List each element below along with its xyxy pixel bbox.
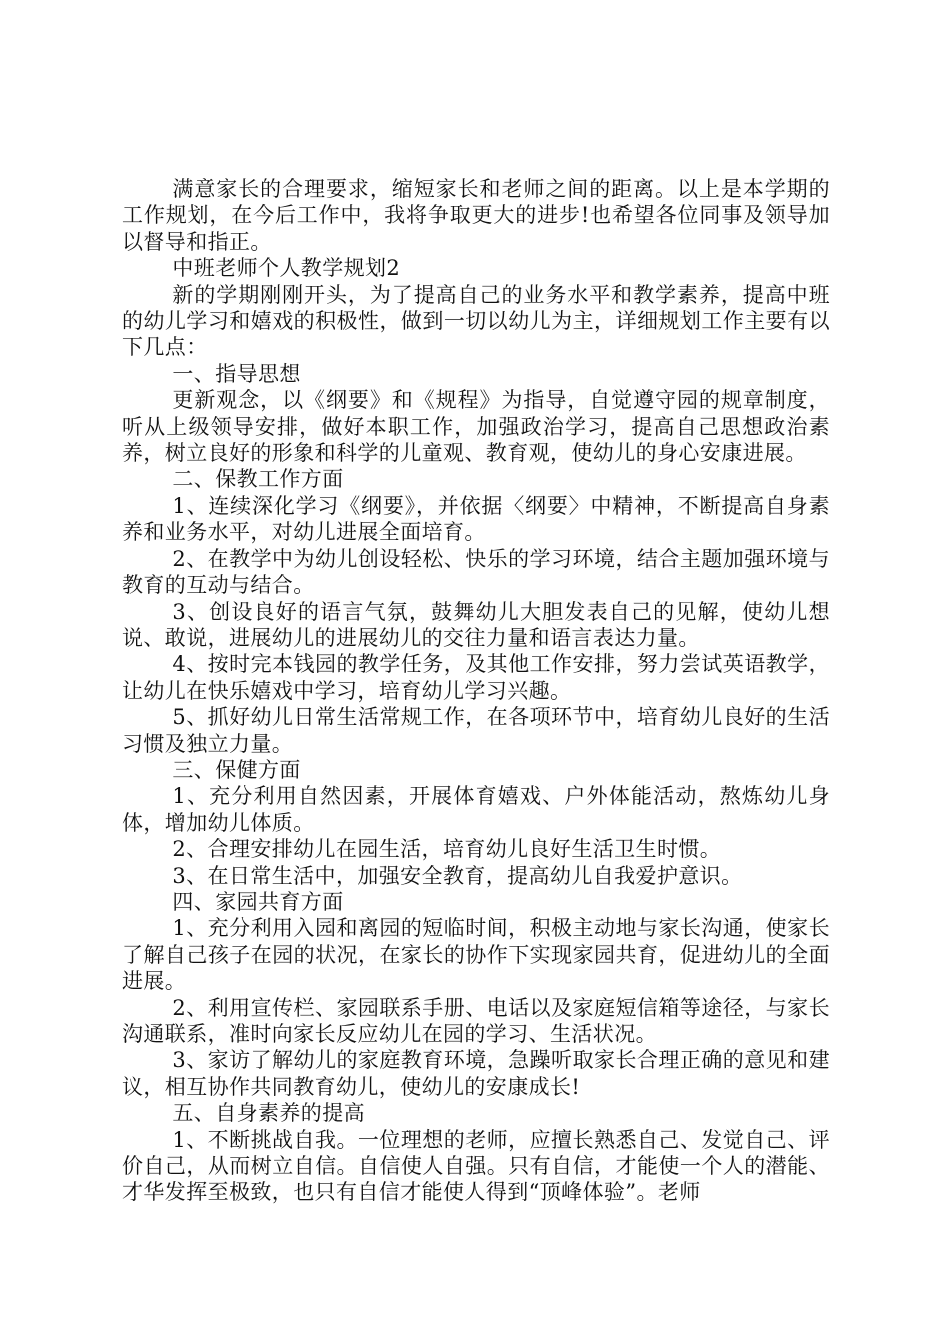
document-body [122,176,830,1206]
list-item: 5、抓好幼儿日常生活常规工作，在各项环节中，培育幼儿良好的生活习惯及独立力量。 [122,705,830,756]
list-item: 3、家访了解幼儿的家庭教育环境，急躁听取家长合理正确的意见和建议，相互协作共同教育幼儿，使幼儿的安康成长! [122,1048,830,1099]
list-item: 1、连续深化学习《纲要》，并依据〈纲要〉中精神，不断提高自身素养和业务水平，对幼儿进展全面培育。 [122,493,830,545]
paragraph-closing: 满意家长的合理要求，缩短家长和老师之间的距离。以上是本学期的工作规划，在今后工作中，我将争取更大的进步!也希望各位同事及领导加以督导和指正。 [122,177,830,254]
section-heading: 四、家园共育方面 [172,889,344,914]
list-item: 3、在日常生活中，加强安全教育，提高幼儿自我爱护意识。 [172,863,743,888]
list-item: 1、不断挑战自我。一位理想的老师，应擅长熟悉自己、发觉自己、评价自己，从而树立自信。自信使人自强。只有自信，才能使一个人的潜能、才华发挥至极致，也只有自信才能使人得到“顶峰体验”。老师 [122,1127,830,1205]
list-item: 4、按时完本钱园的教学任务，及其他工作安排，努力尝试英语教学，让幼儿在快乐嬉戏中学习，培育幼儿学习兴趣。 [122,652,830,703]
paragraph: 更新观念，以《纲要》和《规程》为指导，自觉遵守园的规章制度，听从上级领导安排，做好本职工作，加强政治学习，提高自己思想政治素养，树立良好的形象和科学的儿童观、教育观，使幼儿的身心安康进展。 [122,388,830,466]
section-heading: 五、自身素养的提高 [172,1101,365,1126]
document-title: 中班老师个人教学规划2 [172,256,401,281]
section-heading: 三、保健方面 [172,757,301,782]
list-item: 2、利用宣传栏、家园联系手册、电话以及家庭短信箱等途径，与家长沟通联系，准时向家长反应幼儿在园的学习、生活状况。 [122,995,830,1046]
list-item: 3、创设良好的语言气氛，鼓舞幼儿大胆发表自己的见解，使幼儿想说、敢说，进展幼儿的进展幼儿的交往力量和语言表达力量。 [122,599,830,650]
section-heading: 二、保教工作方面 [172,467,344,492]
paragraph-intro: 新的学期刚刚开头，为了提高自己的业务水平和教学素养，提高中班的幼儿学习和嬉戏的积极性，做到一切以幼儿为主，详细规划工作主要有以下几点： [122,282,830,360]
list-item: 2、在教学中为幼儿创设轻松、快乐的学习环境，结合主题加强环境与教育的互动与结合。 [122,546,830,598]
list-item: 2、合理安排幼儿在园生活，培育幼儿良好生活卫生时惯。 [172,837,722,862]
list-item: 1、充分利用自然因素，开展体育嬉戏、户外体能活动，熬炼幼儿身体，增加幼儿体质。 [122,784,830,835]
list-item: 1、充分利用入园和离园的短临时间，积极主动地与家长沟通，使家长了解自己孩子在园的状况，在家长的协作下实现家园共育，促进幼儿的全面进展。 [122,916,830,994]
section-heading: 一、指导思想 [172,361,301,386]
